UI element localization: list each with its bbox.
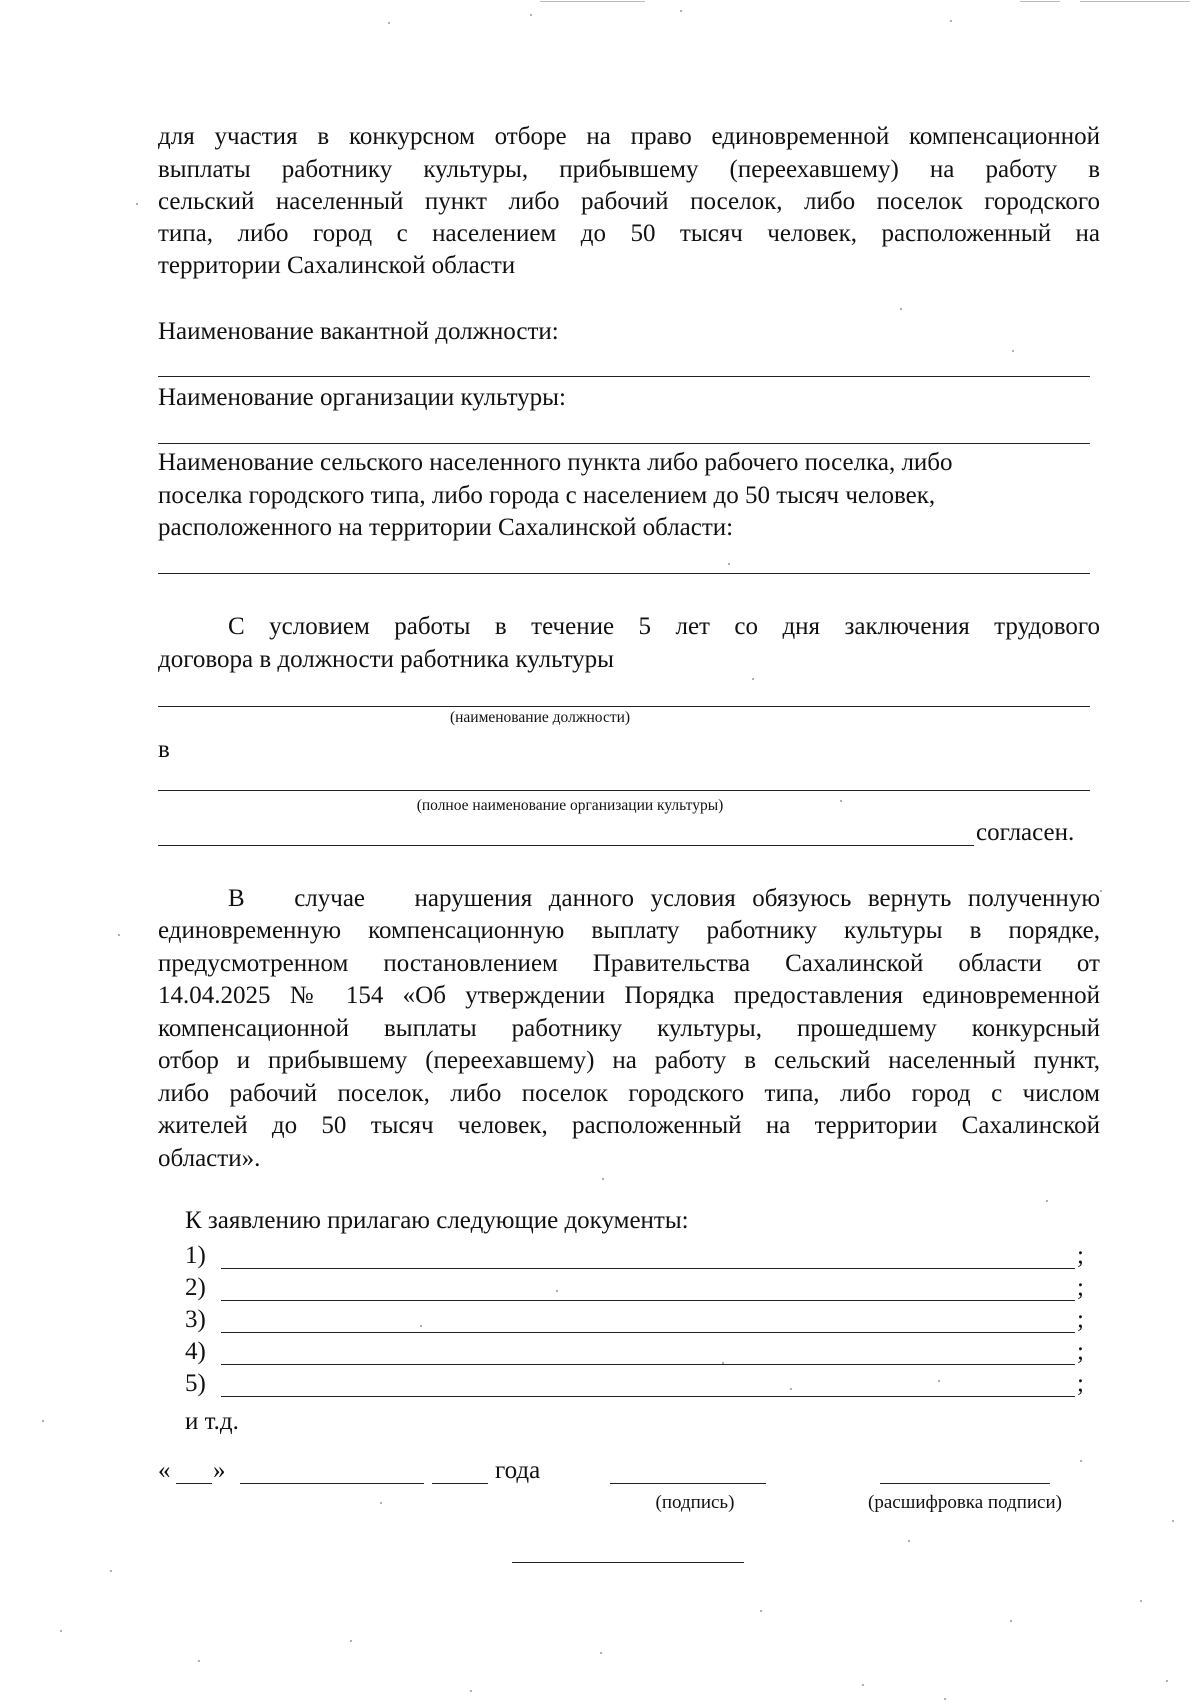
scan-speck [1100,890,1102,892]
signature-caption: (подпись) [655,1492,735,1513]
scan-speck [1166,1680,1168,1682]
organization-full-blank-line[interactable] [158,790,1090,791]
attachments-heading: К заявлению прилагаю следующие документы: [185,1207,689,1234]
scan-speck [950,20,952,22]
scan-speck [1010,1620,1012,1622]
organization-full-caption: (полное наименование организации культуры) [416,797,724,814]
attachment-blank-line[interactable] [221,1332,1075,1333]
position-caption: (наименование должности) [449,709,631,726]
attachment-number: 4) [185,1338,206,1365]
intro-line: выплаты работнику культуры, прибывшему (переехавшему) на работу в [158,156,1100,183]
closing-divider [512,1562,744,1563]
intro-line: для участия в конкурсном отборе на право единовременной компенсационной [158,123,1100,150]
attachment-row [185,1368,1085,1400]
scan-speck [722,1362,724,1364]
scan-speck [944,1698,946,1700]
settlement-label-line: расположенного на территории Сахалинской области: [158,514,734,541]
organization-blank-line[interactable] [158,443,1090,444]
attachment-blank-line[interactable] [221,1396,1075,1397]
obligation-line: либо рабочий поселок, либо поселок городского типа, либо город с числом [158,1080,1100,1107]
obligation-line: предусмотренном постановлением Правительства Сахалинской области от [158,950,1100,977]
date-year-blank-line[interactable] [432,1483,488,1484]
scan-speck [862,1684,864,1686]
scan-speck [42,1420,44,1422]
scan-speck [350,1640,352,1642]
scan-speck [900,308,902,310]
obligation-line: В случае нарушения данного условия обязуюсь вернуть полученную [228,885,1100,912]
scan-speck [380,1502,382,1504]
scan-speck [1046,1200,1048,1202]
scan-mark [540,1,645,2]
scan-speck [198,1660,200,1662]
vacancy-label: Наименование вакантной должности: [158,318,559,345]
organization-label: Наименование организации культуры: [158,384,566,411]
attachment-number: 1) [185,1242,206,1269]
settlement-blank-line[interactable] [158,573,1090,574]
obligation-line: области». [158,1145,261,1172]
scan-speck [420,1325,422,1327]
attachment-row [185,1304,1085,1336]
attachment-separator: ; [1077,1338,1084,1365]
attachment-separator: ; [1077,1274,1084,1301]
intro-line: территории Сахалинской области [158,252,516,279]
scan-speck [752,678,754,680]
scan-speck [556,1290,558,1292]
decoding-blank-line[interactable] [880,1483,1050,1484]
date-quote-close: » [213,1457,226,1484]
scan-speck [1080,1460,1082,1462]
in-label: в [158,736,170,763]
scan-speck [760,1610,762,1612]
attachment-number: 5) [185,1370,206,1397]
scan-speck [602,1178,604,1180]
attachment-number: 2) [185,1274,206,1301]
scan-speck [908,1540,910,1542]
scan-mark [1020,1,1060,2]
year-label: года [495,1457,541,1484]
attachment-number: 3) [185,1306,206,1333]
attachment-blank-line[interactable] [221,1364,1075,1365]
position-blank-line[interactable] [158,706,1090,707]
scan-speck [118,934,120,936]
scan-speck [388,22,390,24]
attachment-row [185,1336,1085,1368]
scan-speck [136,203,138,205]
scan-speck [470,1690,472,1692]
scan-speck [840,800,842,802]
date-quote-open: « [158,1457,171,1484]
scan-speck [938,1380,940,1382]
intro-line: типа, либо город с населением до 50 тысяч человек, расположенный на [158,220,1100,247]
attachment-row [185,1240,1085,1272]
settlement-label-line: поселка городского типа, либо города с населением до 50 тысяч человек, [158,482,936,509]
obligation-line: отбор и прибывшему (переехавшему) на работу в сельский населенный пункт, [158,1047,1100,1074]
settlement-label-line: Наименование сельского населенного пункта либо рабочего поселка, либо [158,449,953,476]
scan-speck [530,14,532,16]
scan-speck [728,563,730,565]
scan-speck [60,1630,62,1632]
attachment-blank-line[interactable] [221,1300,1075,1301]
vacancy-blank-line[interactable] [158,376,1090,377]
obligation-line: компенсационной выплаты работнику культуры, прошедшему конкурсный [158,1015,1100,1042]
scan-speck [600,1652,602,1654]
intro-line: сельский населенный пункт либо рабочий поселок, либо поселок городского [158,188,1100,215]
obligation-line: 14.04.2025 № 154 «Об утверждении Порядка предоставления единовременной [158,982,1100,1009]
attachment-separator: ; [1077,1306,1084,1333]
attachment-blank-line[interactable] [221,1268,1075,1269]
attachment-row [185,1272,1085,1304]
scan-speck [1140,1600,1142,1602]
obligation-line: жителей до 50 тысяч человек, расположенный на территории Сахалинской [158,1112,1100,1139]
obligation-line: единовременную компенсационную выплату работнику культуры в порядке, [158,917,1100,944]
attachment-separator: ; [1077,1370,1084,1397]
date-day-blank-line[interactable] [176,1483,212,1484]
agreement-blank-line[interactable] [158,845,974,846]
scan-speck [790,1388,792,1390]
scan-speck [1172,1520,1174,1522]
date-month-blank-line[interactable] [240,1483,424,1484]
decoding-caption: (расшифровка подписи) [868,1492,1062,1513]
scan-mark [1080,1,1190,2]
scan-speck [1012,350,1014,352]
attachments-etc: и т.д. [185,1408,239,1435]
condition-line: договора в должности работника культуры [158,646,614,673]
signature-blank-line[interactable] [610,1483,766,1484]
attachment-separator: ; [1077,1242,1084,1269]
scan-speck [110,1570,112,1572]
agree-label: согласен. [976,819,1075,846]
scan-speck [680,10,682,12]
condition-line: С условием работы в течение 5 лет со дня заключения трудового [228,613,1100,640]
